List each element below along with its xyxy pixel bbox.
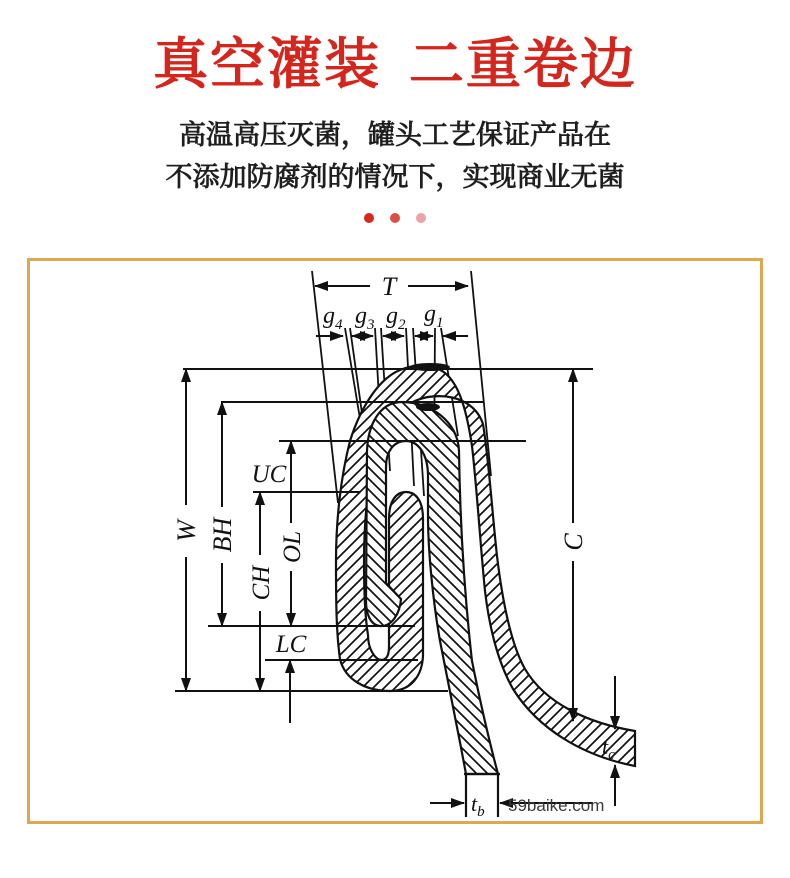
label-LC: LC	[275, 631, 307, 658]
dot-1	[364, 213, 374, 223]
label-g3: $g_3$	[355, 303, 375, 333]
label-OL: OL	[279, 531, 306, 563]
label-g2: $g_2$	[386, 303, 406, 333]
subtitle-line-2: 不添加防腐剂的情况下，实现商业无菌	[165, 162, 625, 192]
carousel-dots	[0, 209, 790, 227]
label-CH: CH	[248, 565, 275, 601]
label-g4: $g_4$	[323, 303, 343, 333]
subtitle-line-1: 高温高压灭菌，罐头工艺保证产品在	[179, 120, 611, 150]
watermark: 59baike.com	[508, 796, 605, 815]
subtitle	[0, 114, 790, 198]
label-UC: UC	[251, 461, 287, 488]
label-g1: $g_1$	[424, 301, 444, 331]
label-C: C	[559, 533, 588, 551]
diagram-panel	[27, 258, 763, 824]
label-T: T	[381, 272, 397, 301]
dot-2	[390, 213, 400, 223]
label-W: W	[172, 520, 201, 542]
label-tb: $t_b$	[471, 791, 485, 820]
label-tc: $t_c$	[602, 734, 615, 763]
page-title: 真空灌装 二重卷边	[153, 34, 637, 95]
dot-3	[416, 213, 426, 223]
label-BH: BH	[208, 517, 237, 553]
double-seam-diagram	[30, 261, 760, 821]
